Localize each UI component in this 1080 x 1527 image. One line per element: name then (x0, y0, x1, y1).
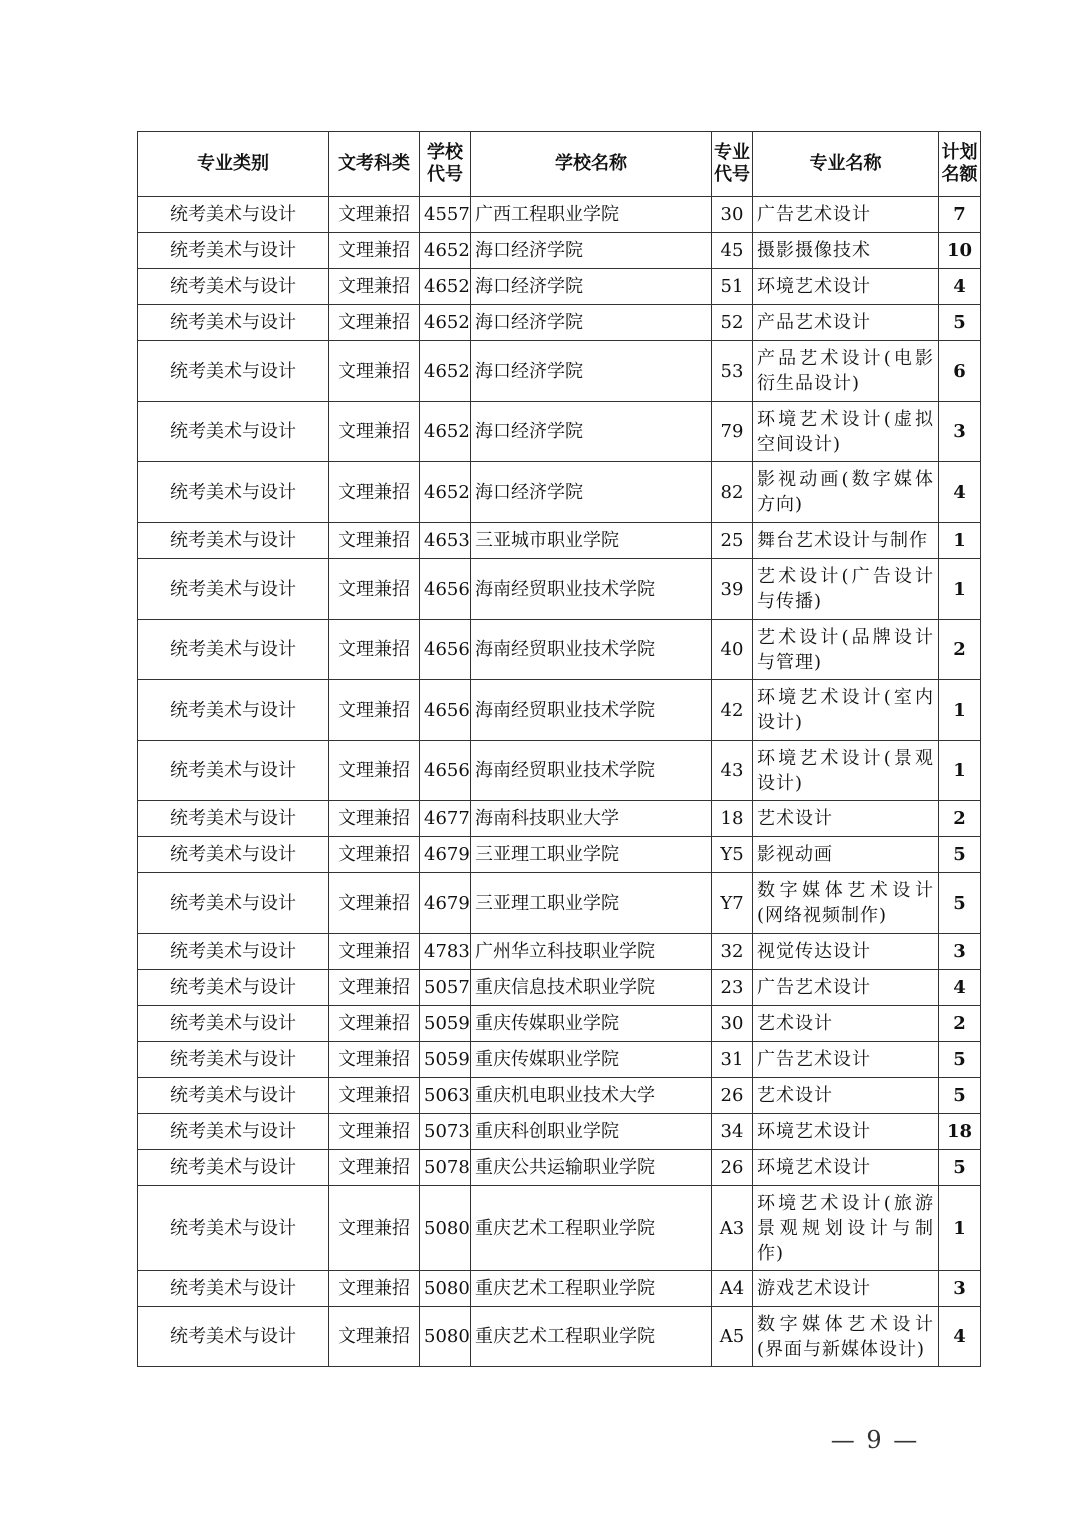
subject-cell: 文理兼招 (329, 269, 420, 305)
plan-cell: 7 (939, 197, 981, 233)
header-major-name: 专业名称 (753, 132, 939, 197)
subject-cell: 文理兼招 (329, 620, 420, 680)
major-name-cell: 艺术设计 (753, 801, 939, 837)
subject-cell: 文理兼招 (329, 1271, 420, 1307)
plan-cell: 1 (939, 741, 981, 801)
subject-cell: 文理兼招 (329, 1186, 420, 1271)
category-cell: 统考美术与设计 (138, 269, 329, 305)
category-cell: 统考美术与设计 (138, 305, 329, 341)
subject-cell: 文理兼招 (329, 934, 420, 970)
plan-cell: 5 (939, 1042, 981, 1078)
school-name-cell: 重庆信息技术职业学院 (471, 970, 712, 1006)
major-name-cell: 数字媒体艺术设计(网络视频制作) (753, 873, 939, 934)
school-code-cell: 4656 (420, 680, 471, 741)
subject-cell: 文理兼招 (329, 559, 420, 620)
school-code-cell: 5080 (420, 1271, 471, 1307)
subject-cell: 文理兼招 (329, 741, 420, 801)
category-cell: 统考美术与设计 (138, 1186, 329, 1271)
category-cell: 统考美术与设计 (138, 970, 329, 1006)
school-code-cell: 4652 (420, 269, 471, 305)
school-name-cell: 重庆机电职业技术大学 (471, 1078, 712, 1114)
school-code-cell: 5057 (420, 970, 471, 1006)
category-cell: 统考美术与设计 (138, 341, 329, 402)
major-code-cell: 30 (712, 1006, 753, 1042)
subject-cell: 文理兼招 (329, 1006, 420, 1042)
table-row (138, 305, 981, 341)
school-name-cell: 三亚城市职业学院 (471, 523, 712, 559)
category-cell: 统考美术与设计 (138, 523, 329, 559)
subject-cell: 文理兼招 (329, 341, 420, 402)
table-row (138, 620, 981, 680)
major-name-cell: 产品艺术设计(电影衍生品设计) (753, 341, 939, 402)
major-name-cell: 广告艺术设计 (753, 1042, 939, 1078)
plan-cell: 5 (939, 873, 981, 934)
major-code-cell: 34 (712, 1114, 753, 1150)
admission-plan-table (137, 131, 981, 1367)
major-name-cell: 艺术设计(品牌设计与管理) (753, 620, 939, 680)
plan-cell: 1 (939, 559, 981, 620)
plan-cell: 1 (939, 1186, 981, 1271)
subject-cell: 文理兼招 (329, 1150, 420, 1186)
school-code-cell: 4656 (420, 559, 471, 620)
table-row (138, 801, 981, 837)
plan-cell: 1 (939, 680, 981, 741)
header-category: 专业类别 (138, 132, 329, 197)
table-row (138, 233, 981, 269)
category-cell: 统考美术与设计 (138, 1150, 329, 1186)
category-cell: 统考美术与设计 (138, 197, 329, 233)
plan-cell: 4 (939, 1307, 981, 1367)
subject-cell: 文理兼招 (329, 233, 420, 269)
table-row (138, 1186, 981, 1271)
school-code-cell: 5059 (420, 1042, 471, 1078)
school-name-cell: 海南经贸职业技术学院 (471, 741, 712, 801)
page-number: — 9 — (830, 1426, 920, 1454)
table-header-row (138, 132, 981, 197)
major-code-cell: 40 (712, 620, 753, 680)
major-code-cell: 51 (712, 269, 753, 305)
school-name-cell: 海南经贸职业技术学院 (471, 620, 712, 680)
major-name-cell: 艺术设计(广告设计与传播) (753, 559, 939, 620)
header-school-name: 学校名称 (471, 132, 712, 197)
plan-cell: 1 (939, 523, 981, 559)
category-cell: 统考美术与设计 (138, 462, 329, 523)
school-code-cell: 5080 (420, 1307, 471, 1367)
major-code-cell: A4 (712, 1271, 753, 1307)
subject-cell: 文理兼招 (329, 837, 420, 873)
school-code-cell: 5073 (420, 1114, 471, 1150)
category-cell: 统考美术与设计 (138, 1042, 329, 1078)
major-code-cell: 39 (712, 559, 753, 620)
plan-cell: 3 (939, 934, 981, 970)
category-cell: 统考美术与设计 (138, 559, 329, 620)
plan-cell: 2 (939, 1006, 981, 1042)
school-name-cell: 重庆艺术工程职业学院 (471, 1271, 712, 1307)
school-code-cell: 4652 (420, 462, 471, 523)
subject-cell: 文理兼招 (329, 197, 420, 233)
table-row (138, 197, 981, 233)
major-name-cell: 视觉传达设计 (753, 934, 939, 970)
plan-cell: 2 (939, 620, 981, 680)
subject-cell: 文理兼招 (329, 462, 420, 523)
header-subject: 文考科类 (329, 132, 420, 197)
school-code-cell: 5078 (420, 1150, 471, 1186)
table-row (138, 402, 981, 462)
major-name-cell: 影视动画(数字媒体方向) (753, 462, 939, 523)
major-name-cell: 环境艺术设计(室内设计) (753, 680, 939, 741)
major-name-cell: 环境艺术设计(景观设计) (753, 741, 939, 801)
major-code-cell: Y7 (712, 873, 753, 934)
table-row (138, 462, 981, 523)
school-name-cell: 重庆艺术工程职业学院 (471, 1307, 712, 1367)
category-cell: 统考美术与设计 (138, 1114, 329, 1150)
category-cell: 统考美术与设计 (138, 233, 329, 269)
table-row (138, 269, 981, 305)
school-code-cell: 4679 (420, 873, 471, 934)
table-row (138, 837, 981, 873)
major-name-cell: 广告艺术设计 (753, 970, 939, 1006)
major-name-cell: 环境艺术设计 (753, 269, 939, 305)
table-row (138, 341, 981, 402)
plan-cell: 4 (939, 269, 981, 305)
school-name-cell: 重庆公共运输职业学院 (471, 1150, 712, 1186)
school-code-cell: 4653 (420, 523, 471, 559)
header-major-code: 专业代号 (712, 132, 753, 197)
major-code-cell: 43 (712, 741, 753, 801)
table-row (138, 934, 981, 970)
plan-cell: 5 (939, 1078, 981, 1114)
subject-cell: 文理兼招 (329, 801, 420, 837)
plan-cell: 5 (939, 305, 981, 341)
school-name-cell: 三亚理工职业学院 (471, 873, 712, 934)
major-code-cell: 32 (712, 934, 753, 970)
school-code-cell: 5059 (420, 1006, 471, 1042)
major-code-cell: 82 (712, 462, 753, 523)
subject-cell: 文理兼招 (329, 873, 420, 934)
school-name-cell: 三亚理工职业学院 (471, 837, 712, 873)
category-cell: 统考美术与设计 (138, 1006, 329, 1042)
table-row (138, 1078, 981, 1114)
school-code-cell: 4656 (420, 741, 471, 801)
school-name-cell: 重庆传媒职业学院 (471, 1042, 712, 1078)
plan-cell: 10 (939, 233, 981, 269)
major-name-cell: 环境艺术设计(虚拟空间设计) (753, 402, 939, 462)
table-row (138, 1042, 981, 1078)
plan-cell: 5 (939, 1150, 981, 1186)
major-name-cell: 艺术设计 (753, 1078, 939, 1114)
table-row (138, 1006, 981, 1042)
subject-cell: 文理兼招 (329, 523, 420, 559)
major-code-cell: 79 (712, 402, 753, 462)
school-code-cell: 5080 (420, 1186, 471, 1271)
table-row (138, 873, 981, 934)
major-name-cell: 环境艺术设计(旅游景观规划设计与制作) (753, 1186, 939, 1271)
major-code-cell: 45 (712, 233, 753, 269)
table-row (138, 1307, 981, 1367)
subject-cell: 文理兼招 (329, 402, 420, 462)
school-name-cell: 重庆传媒职业学院 (471, 1006, 712, 1042)
school-code-cell: 4677 (420, 801, 471, 837)
major-code-cell: 25 (712, 523, 753, 559)
school-code-cell: 4652 (420, 341, 471, 402)
school-name-cell: 海口经济学院 (471, 402, 712, 462)
major-code-cell: 52 (712, 305, 753, 341)
category-cell: 统考美术与设计 (138, 620, 329, 680)
major-code-cell: 26 (712, 1150, 753, 1186)
table-row (138, 970, 981, 1006)
school-name-cell: 海南经贸职业技术学院 (471, 680, 712, 741)
school-code-cell: 4783 (420, 934, 471, 970)
category-cell: 统考美术与设计 (138, 680, 329, 741)
subject-cell: 文理兼招 (329, 1078, 420, 1114)
major-name-cell: 影视动画 (753, 837, 939, 873)
major-code-cell: 31 (712, 1042, 753, 1078)
major-code-cell: 23 (712, 970, 753, 1006)
table-body (138, 197, 981, 1367)
table-row (138, 680, 981, 741)
table-row (138, 559, 981, 620)
school-code-cell: 4656 (420, 620, 471, 680)
major-code-cell: 30 (712, 197, 753, 233)
plan-cell: 3 (939, 1271, 981, 1307)
major-name-cell: 环境艺术设计 (753, 1114, 939, 1150)
subject-cell: 文理兼招 (329, 1114, 420, 1150)
category-cell: 统考美术与设计 (138, 837, 329, 873)
major-code-cell: A5 (712, 1307, 753, 1367)
school-code-cell: 4652 (420, 305, 471, 341)
subject-cell: 文理兼招 (329, 1307, 420, 1367)
school-name-cell: 广州华立科技职业学院 (471, 934, 712, 970)
school-name-cell: 重庆艺术工程职业学院 (471, 1186, 712, 1271)
school-name-cell: 海南经贸职业技术学院 (471, 559, 712, 620)
major-code-cell: 42 (712, 680, 753, 741)
plan-cell: 4 (939, 462, 981, 523)
major-code-cell: 53 (712, 341, 753, 402)
school-name-cell: 海口经济学院 (471, 462, 712, 523)
plan-cell: 5 (939, 837, 981, 873)
plan-cell: 4 (939, 970, 981, 1006)
school-name-cell: 广西工程职业学院 (471, 197, 712, 233)
school-name-cell: 海南科技职业大学 (471, 801, 712, 837)
subject-cell: 文理兼招 (329, 680, 420, 741)
school-name-cell: 海口经济学院 (471, 233, 712, 269)
subject-cell: 文理兼招 (329, 970, 420, 1006)
major-code-cell: 26 (712, 1078, 753, 1114)
table-row (138, 1150, 981, 1186)
category-cell: 统考美术与设计 (138, 1271, 329, 1307)
plan-cell: 2 (939, 801, 981, 837)
plan-cell: 18 (939, 1114, 981, 1150)
major-code-cell: A3 (712, 1186, 753, 1271)
major-code-cell: 18 (712, 801, 753, 837)
category-cell: 统考美术与设计 (138, 801, 329, 837)
major-name-cell: 舞台艺术设计与制作 (753, 523, 939, 559)
major-name-cell: 广告艺术设计 (753, 197, 939, 233)
table-row (138, 1114, 981, 1150)
header-school-code: 学校代号 (420, 132, 471, 197)
school-name-cell: 海口经济学院 (471, 341, 712, 402)
plan-cell: 6 (939, 341, 981, 402)
major-name-cell: 环境艺术设计 (753, 1150, 939, 1186)
school-name-cell: 海口经济学院 (471, 305, 712, 341)
subject-cell: 文理兼招 (329, 1042, 420, 1078)
major-code-cell: Y5 (712, 837, 753, 873)
subject-cell: 文理兼招 (329, 305, 420, 341)
major-name-cell: 产品艺术设计 (753, 305, 939, 341)
table-row (138, 741, 981, 801)
school-name-cell: 海口经济学院 (471, 269, 712, 305)
major-name-cell: 摄影摄像技术 (753, 233, 939, 269)
school-code-cell: 4652 (420, 402, 471, 462)
table-row (138, 523, 981, 559)
major-name-cell: 艺术设计 (753, 1006, 939, 1042)
school-code-cell: 5063 (420, 1078, 471, 1114)
header-plan: 计划名额 (939, 132, 981, 197)
school-code-cell: 4679 (420, 837, 471, 873)
category-cell: 统考美术与设计 (138, 934, 329, 970)
plan-cell: 3 (939, 402, 981, 462)
category-cell: 统考美术与设计 (138, 1078, 329, 1114)
category-cell: 统考美术与设计 (138, 873, 329, 934)
category-cell: 统考美术与设计 (138, 741, 329, 801)
table-row (138, 1271, 981, 1307)
school-name-cell: 重庆科创职业学院 (471, 1114, 712, 1150)
category-cell: 统考美术与设计 (138, 1307, 329, 1367)
major-name-cell: 数字媒体艺术设计(界面与新媒体设计) (753, 1307, 939, 1367)
category-cell: 统考美术与设计 (138, 402, 329, 462)
major-name-cell: 游戏艺术设计 (753, 1271, 939, 1307)
school-code-cell: 4557 (420, 197, 471, 233)
school-code-cell: 4652 (420, 233, 471, 269)
